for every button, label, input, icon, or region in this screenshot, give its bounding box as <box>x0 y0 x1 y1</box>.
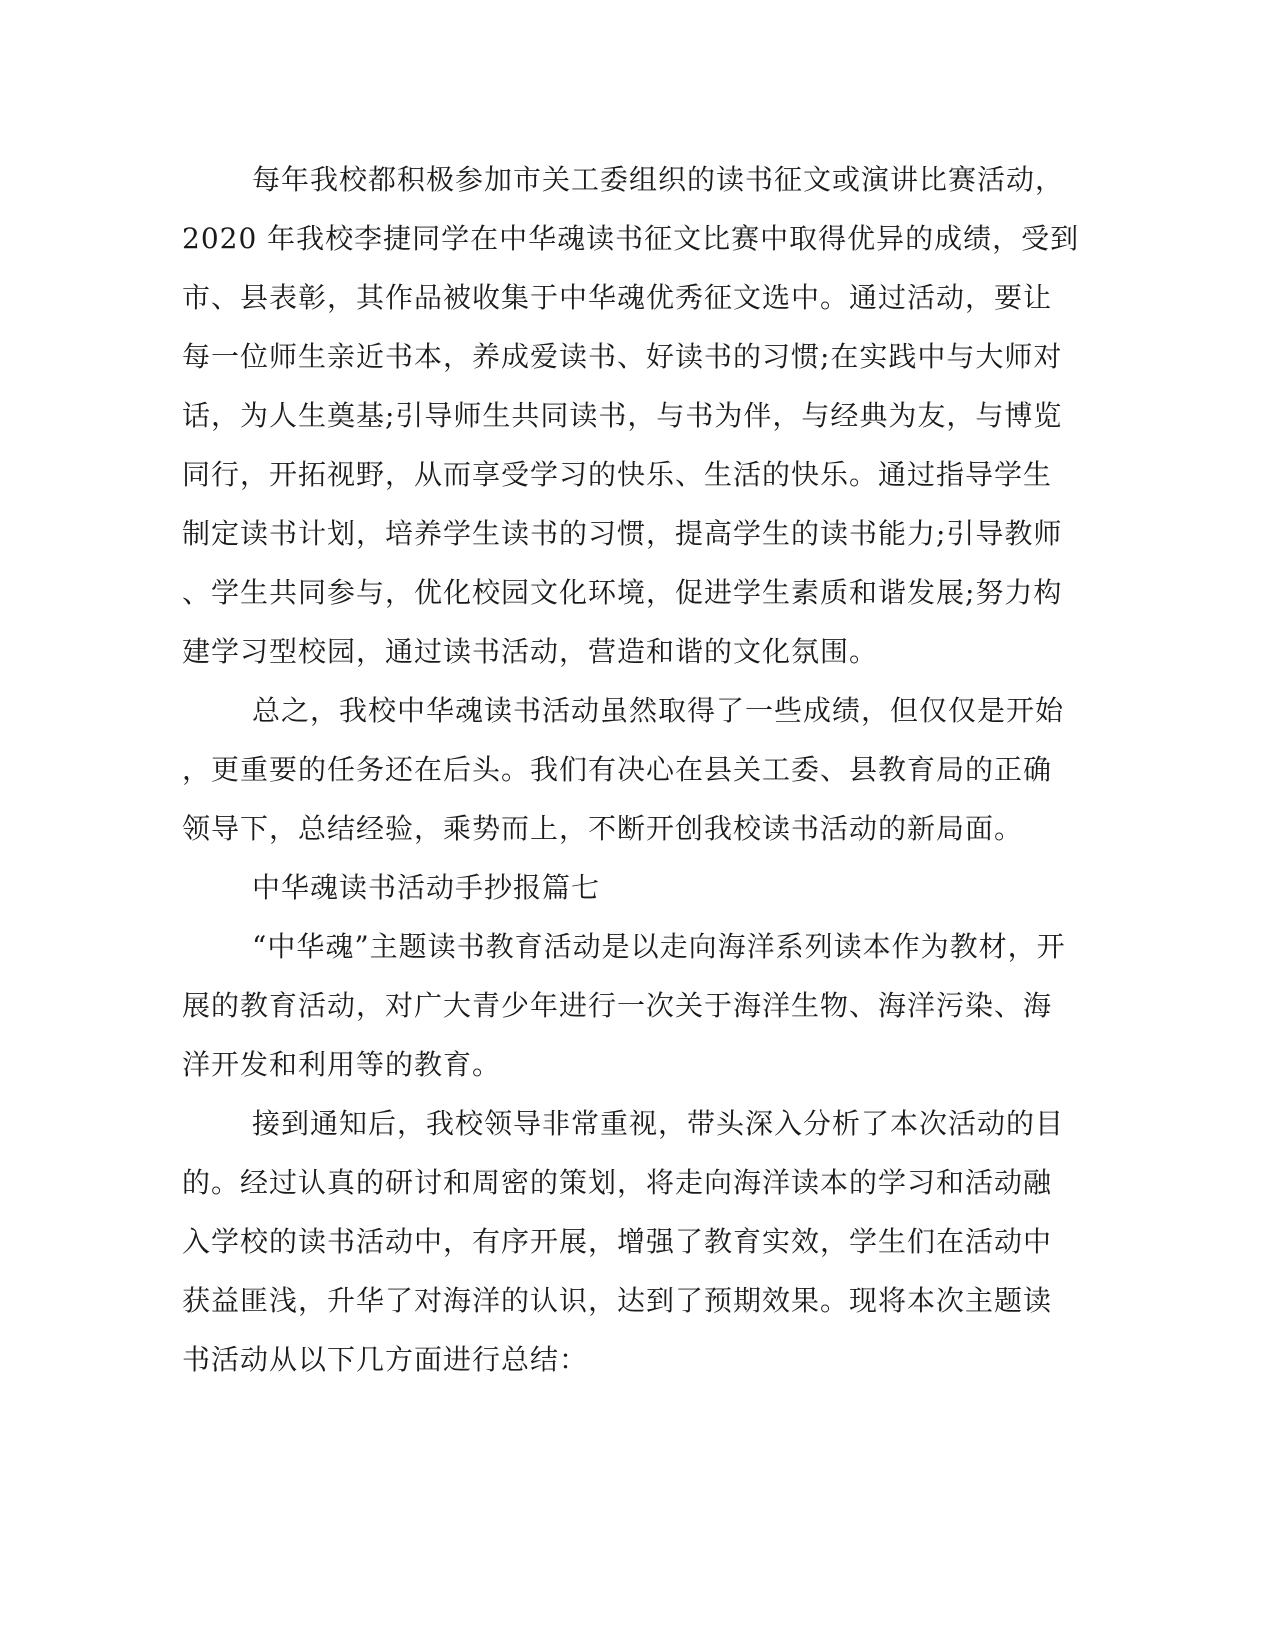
paragraph-line: “中华魂”主题读书教育活动是以走向海洋系列读本作为教材，开 <box>252 930 1066 963</box>
paragraph-line: 书活动从以下几方面进行总结： <box>182 1343 589 1376</box>
paragraph-line: 获益匪浅，升华了对海洋的认识，达到了预期效果。现将本次主题读 <box>182 1284 1053 1317</box>
paragraph-line: 建学习型校园，通过读书活动，营造和谐的文化氛围。 <box>182 635 879 668</box>
paragraph-line: 制定读书计划，培养学生读书的习惯，提高学生的读书能力;引导教师 <box>182 517 1063 550</box>
paragraph-line: 同行，开拓视野，从而享受学习的快乐、生活的快乐。通过指导学生 <box>182 458 1053 491</box>
paragraph-line: 展的教育活动，对广大青少年进行一次关于海洋生物、海洋污染、海 <box>182 989 1053 1022</box>
paragraph-line: 2020 年我校李捷同学在中华魂读书征文比赛中取得优异的成绩，受到 <box>182 222 1080 255</box>
paragraph-line: 洋开发和利用等的教育。 <box>182 1048 502 1081</box>
paragraph-line: 、学生共同参与，优化校园文化环境，促进学生素质和谐发展;努力构 <box>182 576 1063 609</box>
paragraph-line: 每一位师生亲近书本，养成爱读书、好读书的习惯;在实践中与大师对 <box>182 340 1063 373</box>
section-heading: 中华魂读书活动手抄报篇七 <box>252 871 601 904</box>
paragraph-line: 每年我校都积极参加市关工委组织的读书征文或演讲比赛活动， <box>252 163 1065 196</box>
paragraph-line: 市、县表彰，其作品被收集于中华魂优秀征文选中。通过活动，要让 <box>182 281 1053 314</box>
paragraph-line: ，更重要的任务还在后头。我们有决心在县关工委、县教育局的正确 <box>182 753 1053 786</box>
paragraph-line: 的。经过认真的研讨和周密的策划，将走向海洋读本的学习和活动融 <box>182 1166 1053 1199</box>
paragraph-line: 总之，我校中华魂读书活动虽然取得了一些成绩，但仅仅是开始 <box>252 694 1065 727</box>
paragraph-line: 接到通知后，我校领导非常重视，带头深入分析了本次活动的目 <box>252 1107 1065 1140</box>
paragraph-line: 入学校的读书活动中，有序开展，增强了教育实效，学生们在活动中 <box>182 1225 1053 1258</box>
paragraph-line: 领导下，总结经验，乘势而上，不断开创我校读书活动的新局面。 <box>182 812 1024 845</box>
paragraph-line: 话，为人生奠基;引导师生共同读书，与书为伴，与经典为友，与博览 <box>182 399 1063 432</box>
